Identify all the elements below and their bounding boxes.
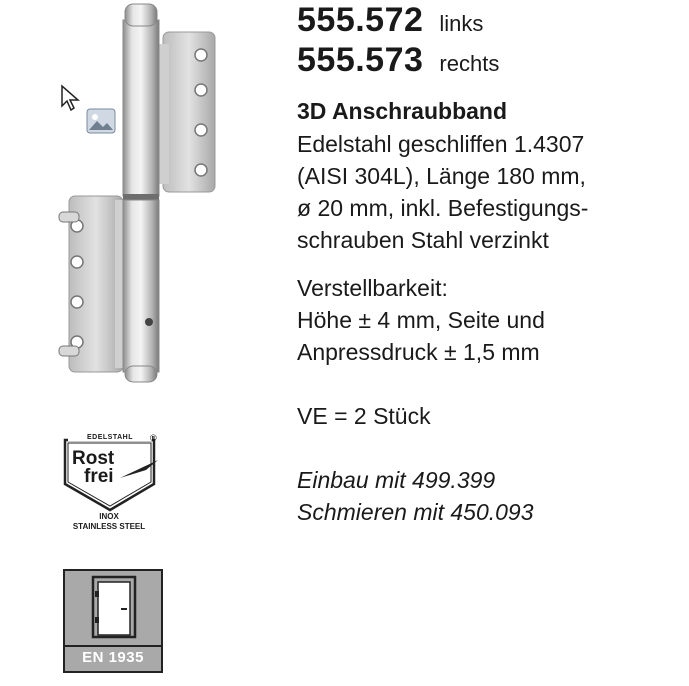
description-line: ø 20 mm, inkl. Befestigungs- xyxy=(297,195,589,221)
hinge-illustration xyxy=(55,0,225,390)
article-number-1 xyxy=(297,0,483,44)
accessory-line: Einbau mit 499.399 xyxy=(297,467,496,493)
article-side: rechts xyxy=(439,51,500,76)
badge-line1: Rost xyxy=(72,448,115,469)
article-number: 555.572 xyxy=(297,1,424,39)
norm-badge xyxy=(63,569,163,673)
description-line: schrauben Stahl verzinkt xyxy=(297,227,549,253)
badge-stainless: STAINLESS STEEL xyxy=(72,522,146,531)
adjustability-line: Anpressdruck ± 1,5 mm xyxy=(297,339,540,365)
image-icon[interactable] xyxy=(86,108,116,134)
door-icon xyxy=(65,571,161,643)
article-side: links xyxy=(439,11,484,36)
article-number: 555.573 xyxy=(297,41,424,79)
packing-unit: VE = 2 Stück xyxy=(297,403,431,429)
description-line: Edelstahl geschliffen 1.4307 xyxy=(297,131,585,157)
accessories xyxy=(297,464,677,528)
badge-top-text: EDELSTAHL xyxy=(68,434,152,441)
adjustability-line: Verstellbarkeit: xyxy=(297,275,448,301)
badge-line2: frei xyxy=(84,466,114,487)
norm-label: EN 1935 xyxy=(82,649,144,666)
rostfrei-badge xyxy=(62,434,162,534)
product-description xyxy=(297,128,677,256)
cursor-arrow-icon xyxy=(60,84,82,112)
article-number-2 xyxy=(297,40,499,84)
badge-inox: INOX xyxy=(99,512,119,521)
accessory-line: Schmieren mit 450.093 xyxy=(297,499,534,525)
adjustability-line: Höhe ± 4 mm, Seite und xyxy=(297,307,545,333)
description-line: (AISI 304L), Länge 180 mm, xyxy=(297,163,586,189)
registered-icon: ® xyxy=(150,433,157,443)
adjustability xyxy=(297,272,677,368)
product-title: 3D Anschraubband xyxy=(297,98,508,124)
